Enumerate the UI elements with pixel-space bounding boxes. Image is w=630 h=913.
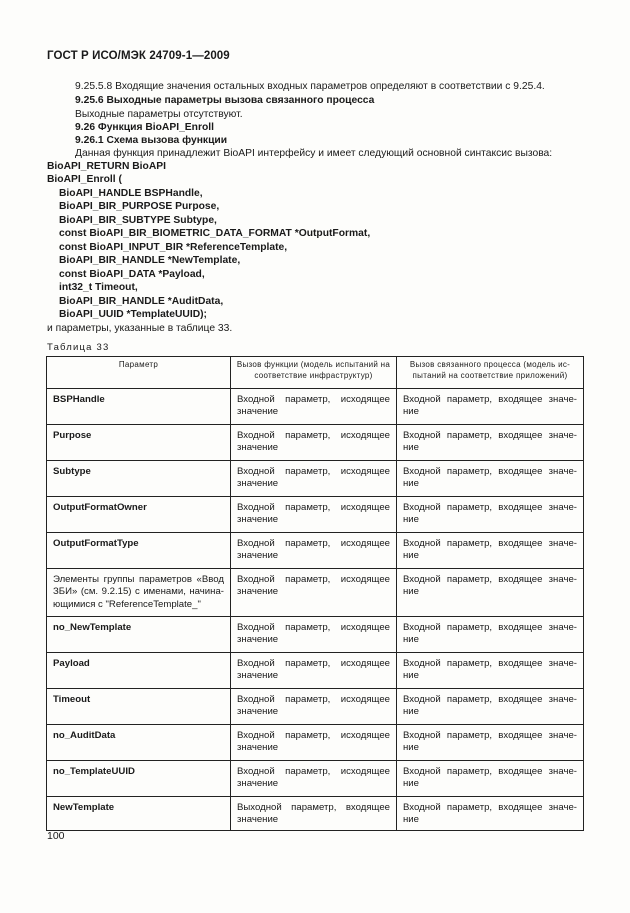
cell-parameter: Payload bbox=[47, 653, 231, 689]
code-line: const BioAPI_BIR_BIOMETRIC_DATA_FORMAT *OutputFormat, bbox=[59, 228, 371, 239]
table-row bbox=[47, 569, 584, 617]
cell-process-call: Входной параметр, входящее значе-ние bbox=[397, 617, 584, 653]
cell-function-call: Входной параметр, исходящее значение bbox=[231, 653, 397, 689]
cell-function-call: Входной параметр, исходящее значение bbox=[231, 617, 397, 653]
cell-process-call: Входной параметр, входящее значе-ние bbox=[397, 797, 584, 831]
cell-function-call: Входной параметр, исходящее значение bbox=[231, 761, 397, 797]
table-row bbox=[47, 617, 584, 653]
table-row bbox=[47, 533, 584, 569]
paragraph-table-ref: и параметры, указанные в таблице 33. bbox=[47, 323, 233, 334]
cell-parameter: no_TemplateUUID bbox=[47, 761, 231, 797]
code-line: BioAPI_UUID *TemplateUUID); bbox=[59, 309, 207, 320]
table-row bbox=[47, 461, 584, 497]
cell-function-call: Входной параметр, исходящее значение bbox=[231, 497, 397, 533]
paragraph-no-output: Выходные параметры отсутствуют. bbox=[75, 109, 243, 120]
cell-process-call: Входной параметр, входящее значе-ние bbox=[397, 389, 584, 425]
cell-parameter: OutputFormatOwner bbox=[47, 497, 231, 533]
page-number: 100 bbox=[47, 830, 65, 842]
code-line: BioAPI_RETURN BioAPI bbox=[47, 161, 166, 172]
code-line: BioAPI_BIR_HANDLE *AuditData, bbox=[59, 296, 224, 307]
cell-parameter: Purpose bbox=[47, 425, 231, 461]
cell-process-call: Входной параметр, входящее значе-ние bbox=[397, 725, 584, 761]
table-row bbox=[47, 689, 584, 725]
cell-process-call: Входной параметр, входящее значе-ние bbox=[397, 761, 584, 797]
code-line: BioAPI_Enroll ( bbox=[47, 174, 122, 185]
table-row bbox=[47, 797, 584, 831]
heading-9-25-6: 9.25.6 Выходные параметры вызова связанного процесса bbox=[75, 95, 375, 106]
cell-function-call: Входной параметр, исходящее значение bbox=[231, 569, 397, 617]
table-caption: Таблица 33 bbox=[47, 342, 110, 353]
cell-process-call: Входной параметр, входящее значе-ние bbox=[397, 533, 584, 569]
paragraph-syntax-intro: Данная функция принадлежит BioAPI интерфейсу и имеет следующий основной синтаксис вызова: bbox=[75, 148, 553, 159]
cell-process-call: Входной параметр, входящее значе-ние bbox=[397, 461, 584, 497]
code-line: BioAPI_BIR_HANDLE *NewTemplate, bbox=[59, 255, 241, 266]
cell-parameter: Subtype bbox=[47, 461, 231, 497]
code-line: const BioAPI_INPUT_BIR *ReferenceTemplate, bbox=[59, 242, 288, 253]
cell-process-call: Входной параметр, входящее значе-ние bbox=[397, 425, 584, 461]
cell-parameter: BSPHandle bbox=[47, 389, 231, 425]
table-row bbox=[47, 425, 584, 461]
code-line: BioAPI_BIR_SUBTYPE Subtype, bbox=[59, 215, 217, 226]
cell-function-call: Входной параметр, исходящее значение bbox=[231, 389, 397, 425]
cell-function-call: Входной параметр, исходящее значение bbox=[231, 689, 397, 725]
header-process-call: Вызов связанного процесса (модель ис-пытаний на соответствие приложений) bbox=[397, 357, 584, 389]
header-parameter: Параметр bbox=[47, 357, 231, 389]
code-line: BioAPI_BIR_PURPOSE Purpose, bbox=[59, 201, 220, 212]
cell-process-call: Входной параметр, входящее значе-ние bbox=[397, 689, 584, 725]
code-line: int32_t Timeout, bbox=[59, 282, 138, 293]
code-line: const BioAPI_DATA *Payload, bbox=[59, 269, 205, 280]
cell-parameter: no_NewTemplate bbox=[47, 617, 231, 653]
table-row bbox=[47, 725, 584, 761]
table-row bbox=[47, 761, 584, 797]
cell-parameter: OutputFormatType bbox=[47, 533, 231, 569]
cell-parameter: Элементы группы параметров «Ввод ЗБИ» (см. 9.2.15) с именами, начина-ющимися с "ReferenceTemplate_" bbox=[47, 569, 231, 617]
header-function-call: Вызов функции (модель испытаний на соответствие инфраструктур) bbox=[231, 357, 397, 389]
cell-process-call: Входной параметр, входящее значе-ние bbox=[397, 653, 584, 689]
table-row bbox=[47, 653, 584, 689]
cell-function-call: Входной параметр, исходящее значение bbox=[231, 533, 397, 569]
table-row bbox=[47, 389, 584, 425]
cell-function-call: Входной параметр, исходящее значение bbox=[231, 461, 397, 497]
parameters-table bbox=[46, 356, 584, 831]
cell-parameter: Timeout bbox=[47, 689, 231, 725]
cell-parameter: no_AuditData bbox=[47, 725, 231, 761]
cell-function-call: Входной параметр, исходящее значение bbox=[231, 425, 397, 461]
cell-parameter: NewTemplate bbox=[47, 797, 231, 831]
cell-function-call: Выходной параметр, входящее значение bbox=[231, 797, 397, 831]
cell-process-call: Входной параметр, входящее значе-ние bbox=[397, 497, 584, 533]
cell-process-call: Входной параметр, входящее значе-ние bbox=[397, 569, 584, 617]
table-header-row bbox=[47, 357, 584, 389]
cell-function-call: Входной параметр, исходящее значение bbox=[231, 725, 397, 761]
document-header: ГОСТ Р ИСО/МЭК 24709-1—2009 bbox=[47, 50, 230, 62]
code-line: BioAPI_HANDLE BSPHandle, bbox=[59, 188, 203, 199]
paragraph-9-25-5-8: 9.25.5.8 Входящие значения остальных входных параметров определяют в соответствии с 9.25.4. bbox=[75, 81, 545, 92]
heading-9-26-1: 9.26.1 Схема вызова функции bbox=[75, 135, 228, 146]
table-row bbox=[47, 497, 584, 533]
heading-9-26: 9.26 Функция BioAPI_Enroll bbox=[75, 122, 214, 133]
